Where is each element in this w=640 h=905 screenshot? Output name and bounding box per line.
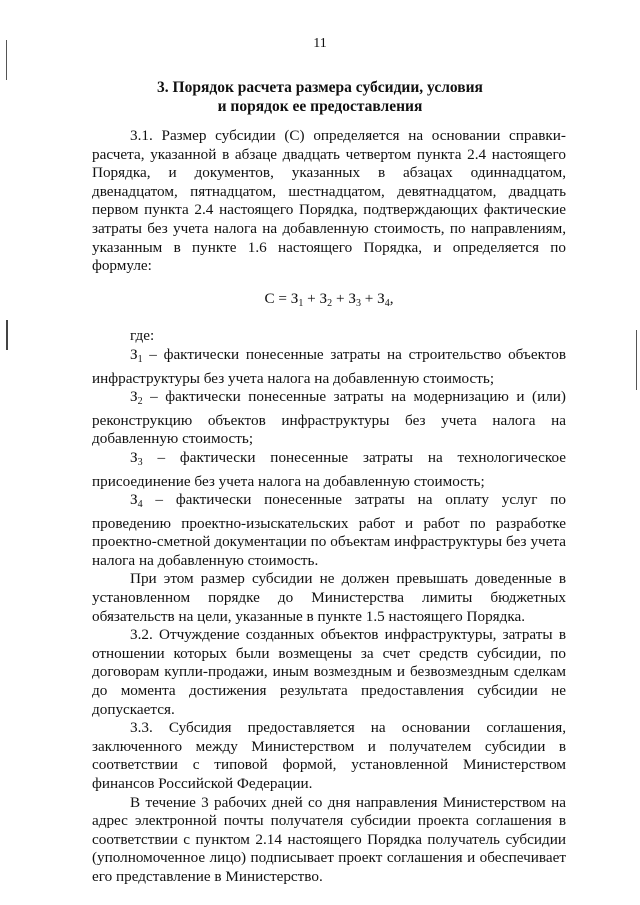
term-subscript: 3 [137, 456, 143, 468]
definition-z3 [92, 449, 566, 491]
formula-subscript: 4 [384, 297, 390, 309]
paragraph-where: где: [130, 327, 155, 345]
term-subscript: 2 [137, 396, 143, 408]
formula-term: З [290, 289, 299, 307]
definition-z2 [92, 388, 566, 449]
formula-term: З [319, 289, 328, 307]
term-definition: – фактически понесенные затраты на модернизацию и (или) реконструкцию объектов инфраструктуры без учета налога на добавленную стоимость; [92, 388, 566, 448]
page-number: 11 [313, 36, 327, 51]
term-definition: – фактически понесенные затраты на технологическое присоединение без учета налога на добавленную стоимость; [92, 448, 566, 490]
definition-z1 [92, 346, 566, 388]
subsidy-formula [92, 290, 566, 314]
definition-z4 [92, 491, 566, 570]
formula-subscript: 3 [355, 297, 361, 309]
formula-subscript: 2 [327, 297, 333, 309]
paragraph-3-3: 3.3. Субсидия предоставляется на основании соглашения, заключенного между Министерством и получателем субсидии в соответствии с типовой формой, установленной Министерством финансов Российской Федерации. [92, 719, 566, 792]
term-symbol: З [130, 491, 138, 509]
formula-end: , [389, 289, 394, 307]
term-symbol: З [130, 388, 138, 406]
paragraph-3-2: 3.2. Отчуждение созданных объектов инфраструктуры, затраты в отношении которых были возмещены за счет средств субсидии, по договорам купли-продажи, иным возмездным и безвозмездным сделкам до момента достижения результата предоставления субсидии не допускается. [92, 626, 566, 718]
term-subscript: 1 [137, 353, 143, 365]
section-heading-line2: и порядок ее предоставления [217, 98, 423, 115]
term-subscript: 4 [137, 499, 143, 511]
term-definition: – фактически понесенные затраты на оплату услуг по проведению проектно-изыскательских работ и работ по разработке проектно-сметной документации по объектам инфраструктуры без учета налога на добавленную стоимость. [92, 491, 566, 569]
document-body [92, 127, 566, 887]
formula-plus: + [332, 289, 349, 307]
term-definition: – фактически понесенные затраты на строительство объектов инфраструктуры без учета налога на добавленную стоимость; [92, 345, 566, 387]
binding-edge-mark [636, 330, 637, 390]
formula-lhs: С = [264, 289, 291, 307]
paragraph-limit: При этом размер субсидии не должен превышать доведенные в установленном порядке до Министерства лимиты бюджетных обязательств на цели, указанные в пункте 1.5 настоящего Порядка. [92, 570, 566, 625]
section-heading-line1: 3. Порядок расчета размера субсидии, условия [157, 79, 483, 96]
paragraph-days: В течение 3 рабочих дней со дня направления Министерством на адрес электронной почты получателя субсидии проекта соглашения в соответствии с пунктом 2.14 настоящего Порядка получатель субсидии (уполномоченное лицо) подписывает проект соглашения и обеспечивает его представление в Министерство. [92, 793, 566, 885]
section-heading [60, 78, 580, 116]
formula-term: З [377, 289, 385, 307]
term-symbol: З [130, 448, 138, 466]
term-symbol: З [130, 345, 138, 363]
formula-subscript: 1 [298, 297, 304, 309]
paragraph-3-1: 3.1. Размер субсидии (С) определяется на основании справки-расчета, указанной в абзаце двадцать четвертом пункта 2.4 настоящего Порядка, и документов, указанных в абзацах одиннадцатом, двенадцатом, пятнадцатом, шестнадцатом, девятнадцатом, двадцать первом пункта 2.4 настоящего Порядка, подтверждающих фактические затраты без учета налога на добавленную стоимость, по направлениям, указанным в пункте 1.6 настоящего Порядка, и определяется по формуле: [92, 127, 566, 275]
formula-plus: + [303, 289, 320, 307]
binding-edge-mark [6, 320, 8, 350]
formula-plus: + [360, 289, 378, 307]
formula-term: З [348, 289, 356, 307]
